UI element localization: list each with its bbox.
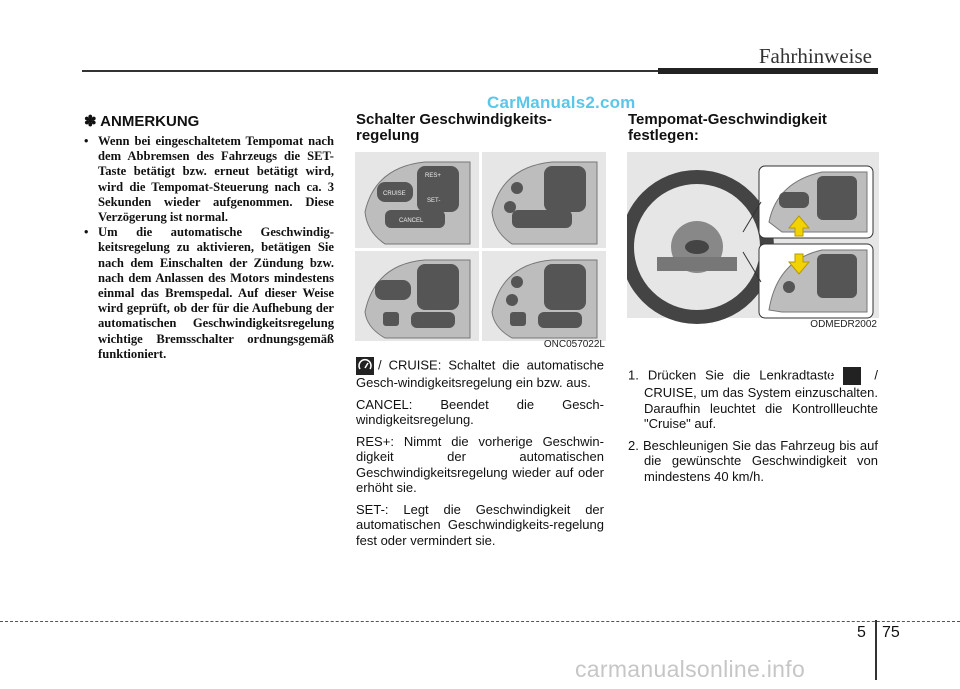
def-text: Legt die Geschwindigkeit der automatischen Geschwindigkeits-regelung fest oder vermindert sie. [356, 501, 604, 548]
watermark-text: CarManuals2.com [487, 93, 636, 112]
step-number: 2. [628, 437, 639, 453]
steering-illustration [627, 152, 879, 330]
def-text: Schaltet die automatische Gesch-windigkeitsregelung ein bzw. aus. [356, 357, 604, 390]
def-text: Nimmt die vorherige Geschwin-digkeit der automatischen Geschwindigkeitsregelung wieder auf oder erhöht sie. [356, 433, 604, 495]
switches-figure [355, 152, 607, 350]
def-term: CANCEL: [356, 396, 413, 412]
note-section [84, 112, 334, 362]
steering-figure-label: ODMEDR2002 [810, 319, 877, 330]
def-term: SET-: [356, 501, 389, 517]
note-item: • Wenn bei eingeschaltetem Tempomat nach dem Abbremsen des Fahrzeugs die SET-Taste betätigt bzw. erneut betätigt wird, wird die Tempomat-Steuerung nach ca. 3 Sekunden wieder aufgenommen. Diese Verzögerung ist normal. [84, 134, 334, 225]
switches-definitions [356, 357, 604, 554]
footer-watermark: carmanualsonline.info [575, 656, 806, 682]
def-term: / CRUISE: [378, 357, 442, 373]
fig-label-set: SET- [427, 198, 441, 204]
def-text: Beendet die Gesch-windigkeitsregelung. [356, 396, 604, 427]
footer-rule [0, 621, 960, 622]
step-item [628, 367, 878, 432]
setting-title: Tempomat-Geschwindigkeit festlegen: [628, 111, 827, 144]
step-text-cont: / CRUISE, um das System einzuschalten. Daraufhin leuchtet die Kontrollleuchte "Cruise" auf. [644, 367, 878, 431]
page-header-title: Fahrhinweise [758, 44, 872, 68]
switches-figure-label: ONC057022L [543, 339, 605, 350]
step-item [628, 438, 878, 485]
switches-section [356, 112, 606, 144]
note-item: • Um die automatische Geschwindig-keitsregelung zu aktivieren, betätigen Sie nach dem Einschalten der Zündung bzw. nach dem Anlassen des Motors mindestens einmal das Bremspedal. Auf dieser Weise wird geprüft, ob der für die Aufhebung der automatischen Geschwindigkeitsregelung wichtige Bremsschalter ordnungsgemäß funktioniert. [84, 225, 334, 362]
fig-label-cruise: CRUISE [383, 191, 406, 197]
def-res [356, 434, 604, 496]
page-number: 75 [882, 624, 900, 641]
def-cancel [356, 397, 604, 428]
cruise-icon [356, 357, 374, 375]
def-set [356, 502, 604, 549]
step-text: Drücken Sie die Lenkradtaste [647, 367, 835, 383]
cruise-icon [843, 367, 861, 385]
switches-illustration [355, 152, 607, 350]
header-rule [82, 70, 658, 72]
page-number-divider [875, 620, 877, 680]
page-section-number: 5 [857, 624, 866, 641]
step-number: 1. [628, 367, 639, 383]
switches-title: Schalter Geschwindigkeits-regelung [356, 111, 552, 144]
header-rule-thick [658, 68, 878, 74]
note-title: ✽ ANMERKUNG [84, 113, 200, 130]
setting-steps [628, 367, 878, 490]
def-term: RES+: [356, 433, 394, 449]
def-cruise [356, 357, 604, 391]
fig-label-res: RES+ [425, 173, 441, 179]
steering-figure [627, 152, 879, 330]
note-list [84, 134, 334, 362]
step-text: Beschleunigen Sie das Fahrzeug bis auf die gewünschte Geschwindigkeit von mindestens 40 km/h. [642, 437, 878, 484]
setting-section [628, 112, 878, 144]
fig-label-cancel: CANCEL [399, 218, 424, 224]
